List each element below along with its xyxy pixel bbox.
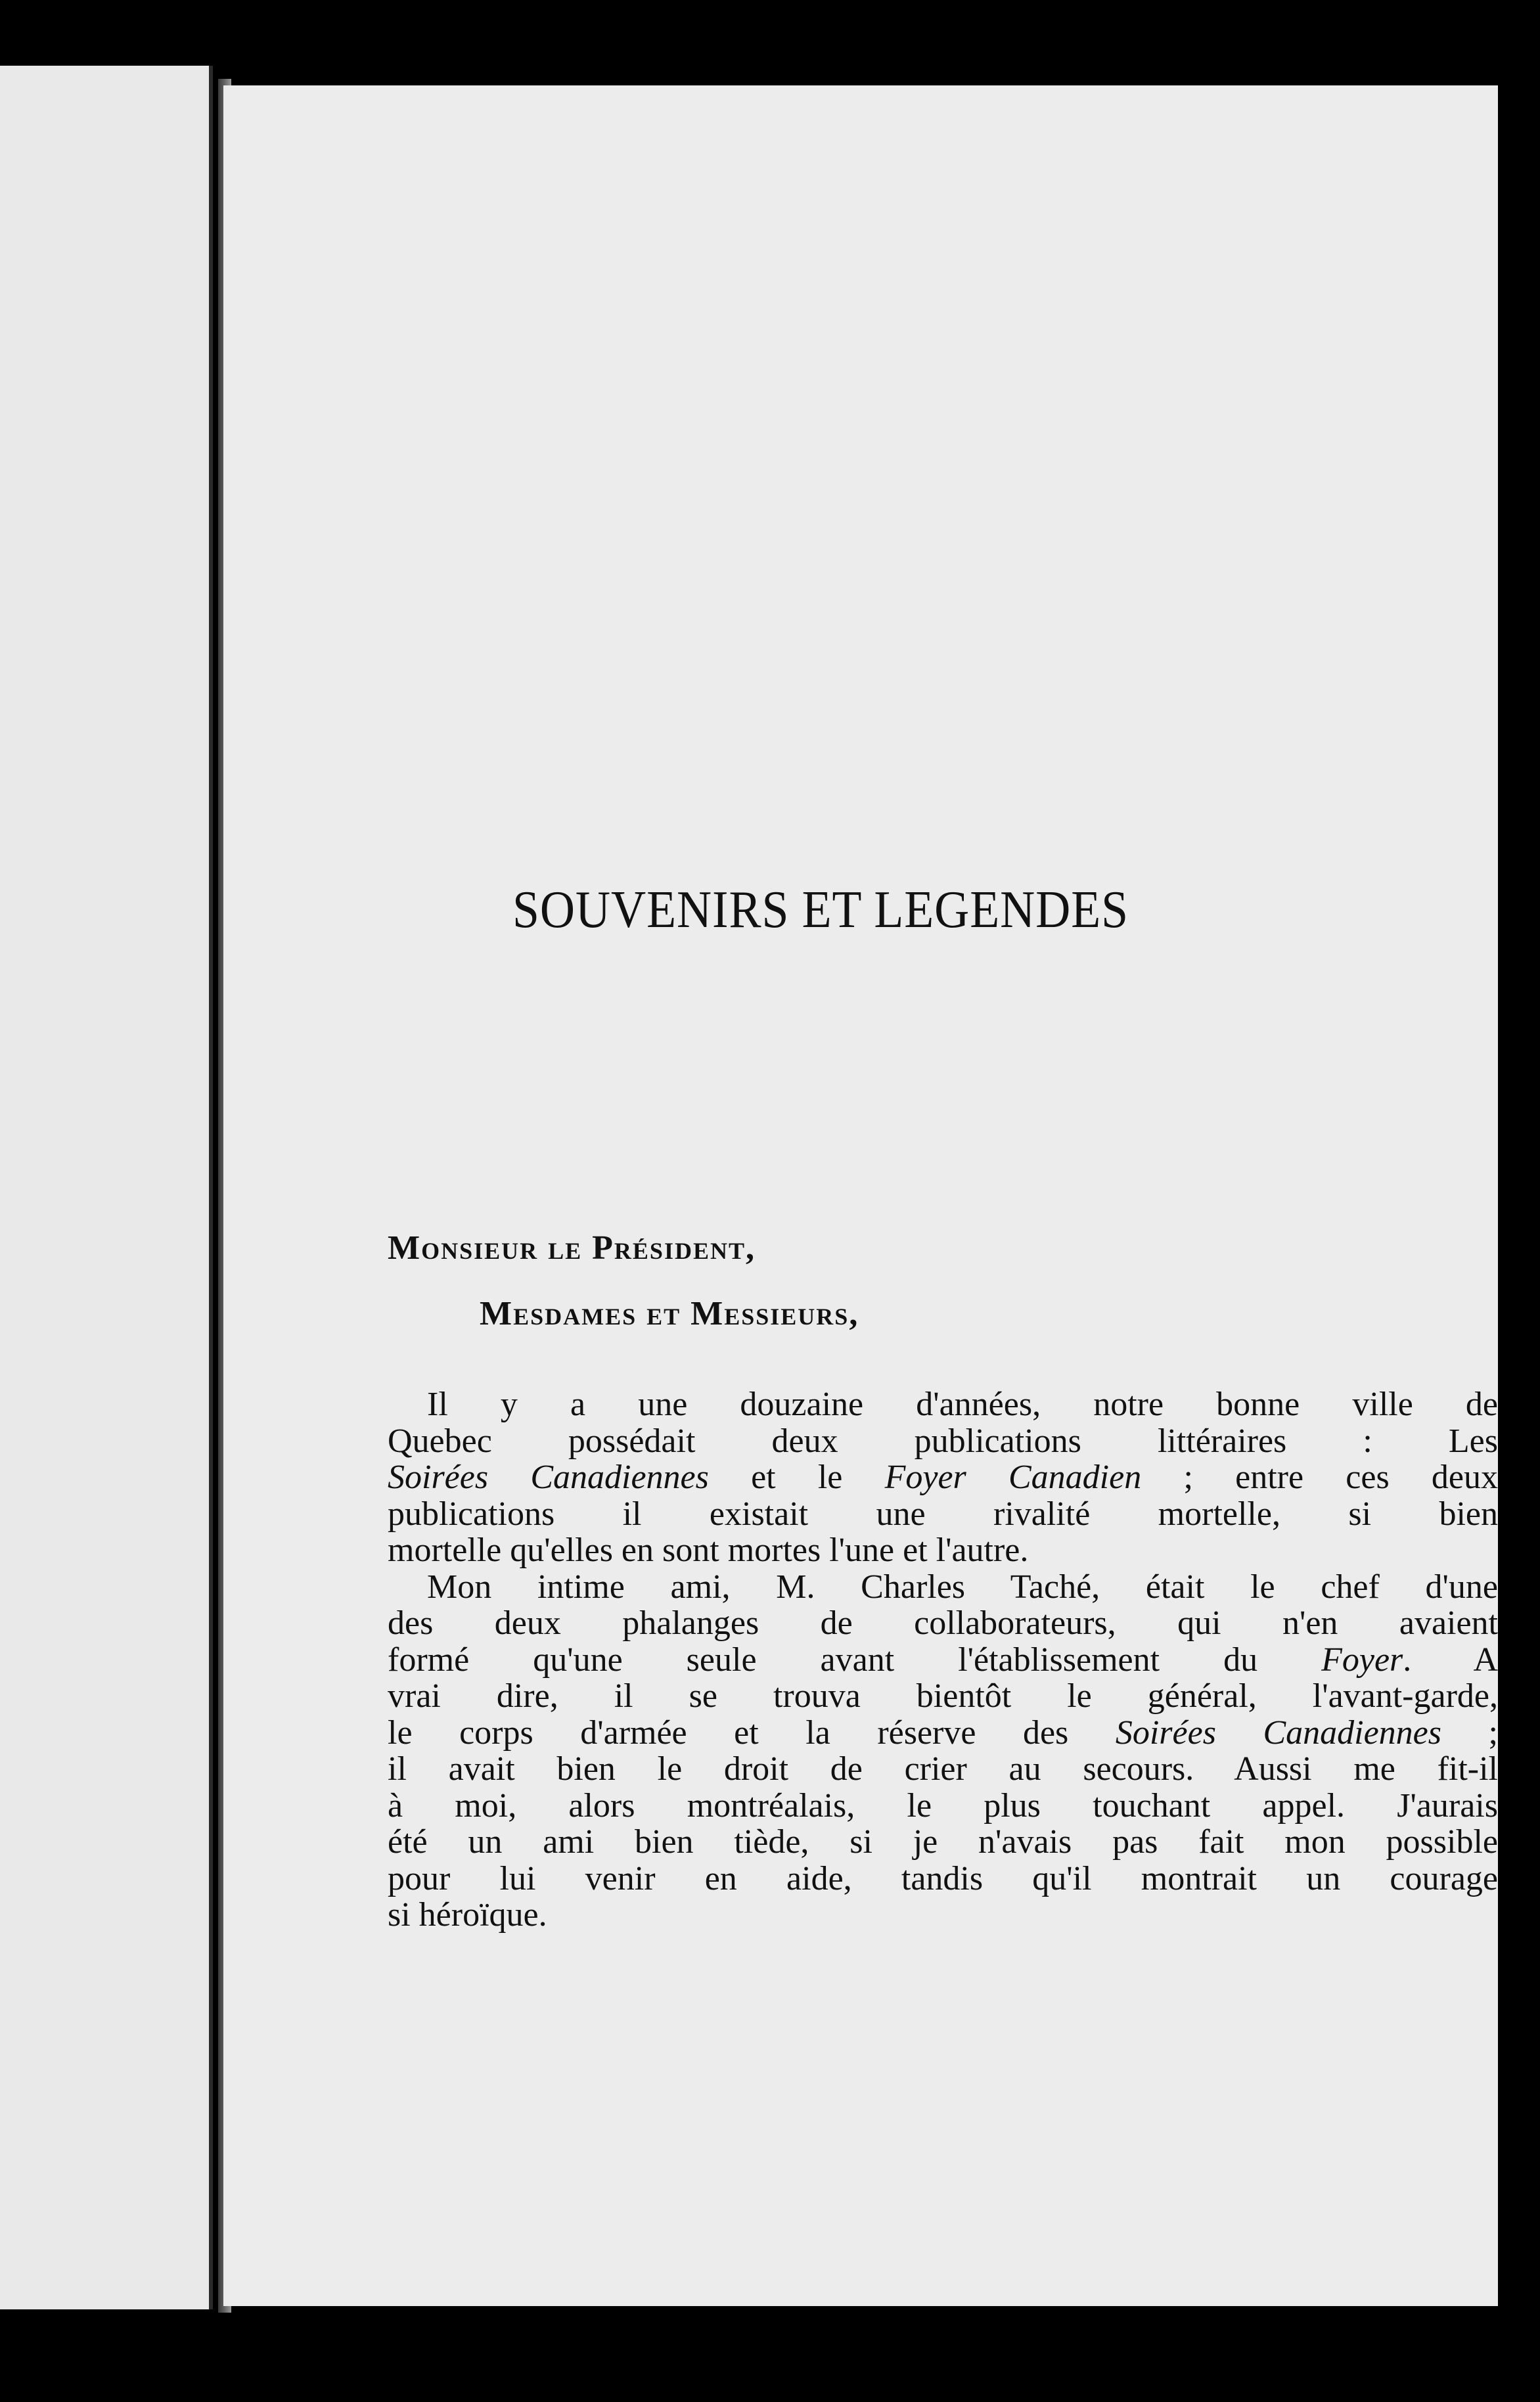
text-line: Quebec possédait deux publications littéraires : Les <box>388 1422 1498 1460</box>
text-line: si héroïque. <box>388 1896 547 1934</box>
page-title: SOUVENIRS ET LEGENDES <box>512 881 1129 939</box>
facing-page-edge <box>0 66 213 2309</box>
text-line: des deux phalanges de collaborateurs, qui n'en avaient <box>388 1604 1498 1642</box>
text-line: mortelle qu'elles en sont mortes l'une et l'autre. <box>388 1531 1029 1569</box>
text-line: formé qu'une seule avant l'établissement du Foyer. A <box>388 1641 1498 1679</box>
text-line: vrai dire, il se trouva bientôt le général, l'avant-garde, <box>388 1677 1498 1715</box>
text-line: été un ami bien tiède, si je n'avais pas fait mon possible <box>388 1823 1498 1861</box>
salutation-audience: Mesdames et Messieurs, <box>480 1295 859 1332</box>
salutation-president: Monsieur le Président, <box>388 1229 756 1267</box>
text-line: il avait bien le droit de crier au secours. Aussi me fit-il <box>388 1750 1498 1788</box>
text-line: Il y a une douzaine d'années, notre bonne ville de <box>427 1386 1498 1423</box>
text-line: à moi, alors montréalais, le plus touchant appel. J'aurais <box>388 1786 1498 1824</box>
text-line: le corps d'armée et la réserve des Soirées Canadiennes ; <box>388 1713 1498 1752</box>
text-line: Mon intime ami, M. Charles Taché, était le chef d'une <box>427 1568 1498 1606</box>
text-line: Soirées Canadiennes et le Foyer Canadien ; entre ces deux <box>388 1459 1498 1496</box>
paragraph-2 <box>388 1569 1498 1934</box>
text-line: pour lui venir en aide, tandis qu'il montrait un courage <box>388 1859 1498 1897</box>
body-text <box>388 1386 1498 1934</box>
paragraph-1 <box>388 1386 1498 1569</box>
book-page <box>223 85 1498 2306</box>
text-line: publications il existait une rivalité mortelle, si bien <box>388 1495 1498 1533</box>
